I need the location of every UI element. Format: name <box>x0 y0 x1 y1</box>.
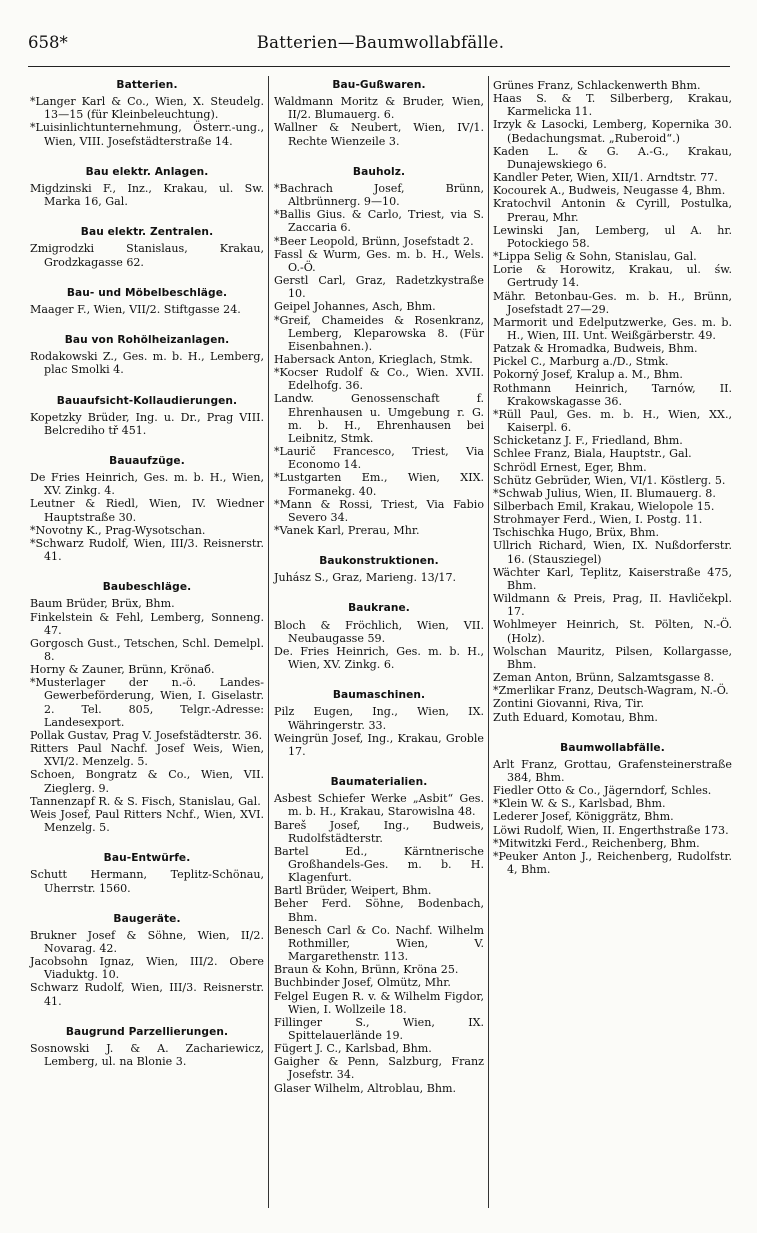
column-divider-2 <box>488 76 489 1208</box>
section-gap <box>493 724 732 734</box>
directory-section <box>30 148 264 208</box>
page-number: 658* <box>28 33 68 52</box>
section-heading: Bau elektr. Zentralen. <box>80 226 214 239</box>
directory-entry: Ullrich Richard, Wien, IX. Nußdorferstr. 16. (Stausziegel) <box>493 539 732 566</box>
directory-section <box>274 758 484 1095</box>
section-heading: Baukrane. <box>348 602 410 615</box>
directory-entry: Horny & Zauner, Brünn, Krönaб. <box>30 663 215 677</box>
directory-entry: *Musterlager der n.-ö. Landes-Gewerbeförderung, Wien, I. Giselastr. 2. Tel. 805, Telgr.-Adresse: Landesexport. <box>30 676 264 729</box>
directory-entry: *Ballis Gius. & Carlo, Triest, via S. Zaccaria 6. <box>274 208 484 235</box>
directory-entry: Rodakowski Z., Ges. m. b. H., Lemberg, plac Smolki 4. <box>30 350 264 377</box>
section-gap <box>274 758 484 768</box>
section-heading: Bau elektr. Anlagen. <box>85 165 209 178</box>
directory-entry: Irzyk & Lasocki, Lemberg, Kopernika 30. (Bedachungsmat. „Ruberoid“.) <box>493 118 732 145</box>
directory-entry: Buchbinder Josef, Olmütz, Mhr. <box>274 976 451 990</box>
directory-entry: Wohlmeyer Heinrich, St. Pölten, N.-Ö. (Holz). <box>493 618 732 645</box>
directory-entry: *Rüll Paul, Ges. m. b. H., Wien, XX., Kaiserpl. 6. <box>493 407 732 435</box>
directory-entry: Schütz Gebrüder, Wien, VI/1. Köstlerg. 5. <box>493 473 726 487</box>
directory-section <box>274 79 484 148</box>
section-heading: Bauholz. <box>352 165 406 178</box>
running-title: Batterien—Baumwollabfälle. <box>256 33 505 52</box>
section-heading: Baugrund Parzellierungen. <box>65 1025 229 1038</box>
section-heading: Bau- und Möbelbeschläge. <box>66 286 228 299</box>
section-gap <box>30 895 264 905</box>
section-heading: Baumaschinen. <box>332 689 426 702</box>
directory-entry: Arlt Franz, Grottau, Grafensteinerstraße 384, Bhm. <box>493 757 732 784</box>
directory-section <box>274 584 484 671</box>
directory-entry: Marmorit und Edelputzwerke, Ges. m. b. H., Wien, III. Unt. Weißgärberstr. 49. <box>493 315 732 342</box>
directory-entry: Kandler Peter, Wien, XII/1. Arndtstr. 77. <box>493 171 718 185</box>
section-heading: Baumaterialien. <box>330 776 428 789</box>
directory-entry: Lewinski Jan, Lemberg, ul A. hr. Potockiego 58. <box>493 223 732 250</box>
directory-entry: De. Fries Heinrich, Ges. m. b. H., Wien, XV. Zinkg. 6. <box>274 644 484 672</box>
directory-entry: *Bachrach Josef, Brünn, Altbrünnerg. 9—10. <box>274 181 484 209</box>
directory-entry: Pickel C., Marburg a./D., Stmk. <box>493 355 669 369</box>
directory-entry: Weis Josef, Paul Ritters Nchf., Wien, XVI. Menzelg. 5. <box>30 807 264 835</box>
directory-entry: Kopetzky Brüder, Ing. u. Dr., Prag VIII. Belcrediho tř 451. <box>30 410 264 437</box>
section-heading: Bauaufzüge. <box>109 454 185 467</box>
section-gap <box>274 671 484 681</box>
section-gap <box>30 316 264 326</box>
directory-entry: *Laurič Francesco, Triest, Via Economo 14. <box>274 445 484 472</box>
directory-entry: Beher Ferd. Söhne, Bodenbach, Bhm. <box>274 897 484 924</box>
directory-entry: Habersack Anton, Krieglach, Stmk. <box>274 352 473 366</box>
directory-entry: Patzak & Hromadka, Budweis, Bhm. <box>493 342 698 356</box>
directory-entry: Pilz Eugen, Ing., Wien, IX. Währingerstr. 33. <box>274 705 484 732</box>
directory-entry: *Luisinlichtunternehmung, Österr.-ung., Wien, VIII. Josefstädterstraße 14. <box>30 121 264 148</box>
directory-entry: Zeman Anton, Brünn, Salzamtsgasse 8. <box>493 671 715 685</box>
directory-entry: Brukner Josef & Söhne, Wien, II/2. Novarag. 42. <box>30 928 264 955</box>
directory-entry: *Lippa Selig & Sohn, Stanislau, Gal. <box>493 250 697 264</box>
directory-entry: Lorie & Horowitz, Krakau, ul. św. Gertrudy 14. <box>493 263 732 290</box>
directory-entry: *Beer Leopold, Brünn, Josefstadt 2. <box>274 234 474 248</box>
directory-entry: *Novotny K., Prag-Wysotschan. <box>30 523 206 537</box>
directory-section <box>30 1008 264 1068</box>
directory-entry: Bloch & Fröchlich, Wien, VII. Neubaugasse 59. <box>274 618 484 645</box>
directory-entry: Fiedler Otto & Co., Jägerndorf, Schles. <box>493 784 712 798</box>
directory-entry: Geipel Johannes, Asch, Bhm. <box>274 300 436 314</box>
directory-entry: Schoen, Bongratz & Co., Wien, VII. Zieglerg. 9. <box>30 768 264 795</box>
directory-entry: Braun & Kohn, Brünn, Kröna 25. <box>274 963 459 977</box>
directory-section <box>30 79 264 148</box>
directory-entry: Juhász S., Graz, Marieng. 13/17. <box>274 571 457 585</box>
column-2 <box>274 79 484 1095</box>
directory-entry: Kocourek A., Budweis, Neugasse 4, Bhm. <box>493 184 726 198</box>
directory-entry: Wächter Karl, Teplitz, Kaiserstraße 475, Bhm. <box>493 565 732 592</box>
section-heading: Bau-Entwürfe. <box>103 852 191 865</box>
directory-entry: Rothmann Heinrich, Tarnów, II. Krakowskagasse 36. <box>493 381 732 408</box>
directory-section <box>30 437 264 563</box>
directory-entry: Gaigher & Penn, Salzburg, Franz Josefstr. 34. <box>274 1055 484 1082</box>
section-gap <box>30 437 264 447</box>
directory-section <box>274 537 484 584</box>
directory-section <box>274 671 484 758</box>
column-3 <box>493 79 732 876</box>
directory-entry: Benesch Carl & Co. Nachf. Wilhelm Rothmiller, Wien, V. Margarethenstr. 113. <box>274 923 484 964</box>
section-gap <box>30 563 264 573</box>
directory-entry: Zontini Giovanni, Riva, Tir. <box>493 697 645 711</box>
directory-entry: Fillinger S., Wien, IX. Spittelauerlände 19. <box>274 1015 484 1042</box>
section-heading: Bau von Rohölheizanlagen. <box>64 334 230 347</box>
section-heading: Baukonstruktionen. <box>319 555 439 568</box>
directory-section <box>493 724 732 877</box>
directory-entry: Fügert J. C., Karlsbad, Bhm. <box>274 1042 432 1056</box>
directory-entry: Strohmayer Ferd., Wien, I. Postg. 11. <box>493 513 703 527</box>
column-divider-1 <box>268 76 269 1208</box>
section-heading: Baugeräte. <box>113 912 181 925</box>
directory-entry: Finkelstein & Fehl, Lemberg, Sonneng. 47. <box>30 610 264 637</box>
directory-entry: Grünes Franz, Schlackenwerth Bhm. <box>493 79 701 92</box>
section-gap <box>30 148 264 158</box>
directory-entry: *Greif, Chameides & Rosenkranz, Lemberg, Kleparowska 8. (Für Eisenbahnen.). <box>274 313 484 353</box>
directory-entry: Baum Brüder, Brüx, Bhm. <box>30 597 175 611</box>
directory-section <box>30 377 264 437</box>
directory-entry: Mähr. Betonbau-Ges. m. b. H., Brünn, Josefstadt 27—29. <box>493 289 732 316</box>
section-gap <box>30 377 264 387</box>
directory-section <box>274 148 484 537</box>
directory-entry: Glaser Wilhelm, Altroblau, Bhm. <box>274 1081 457 1095</box>
section-heading: Bau-Gußwaren. <box>332 79 426 91</box>
directory-section <box>30 895 264 1008</box>
directory-entry: *Schwarz Rudolf, Wien, III/3. Reisnerstr. 41. <box>30 536 264 564</box>
section-gap <box>30 1008 264 1018</box>
directory-entry: Kaden L. & G. A.-G., Krakau, Dunajewskiego 6. <box>493 144 732 171</box>
directory-entry: Zuth Eduard, Komotau, Bhm. <box>493 710 658 724</box>
directory-entry: *Schwab Julius, Wien, II. Blumauerg. 8. <box>493 486 716 500</box>
directory-section <box>30 834 264 894</box>
directory-entry: Wildmann & Preis, Prag, II. Havličekpl. 17. <box>493 592 732 619</box>
directory-entry: *Kocser Rudolf & Co., Wien. XVII. Edelhofg. 36. <box>274 366 484 393</box>
directory-entry: *Lustgarten Em., Wien, XIX. Formanekg. 40. <box>274 471 484 498</box>
directory-entry: De Fries Heinrich, Ges. m. b. H., Wien, XV. Zinkg. 4. <box>30 471 264 498</box>
directory-entry: Lederer Josef, Königgrätz, Bhm. <box>493 810 674 824</box>
section-gap <box>30 208 264 218</box>
directory-entry: Gorgosch Gust., Tetschen, Schl. Demelpl. 8. <box>30 636 264 663</box>
directory-entry: Zmigrodzki Stanislaus, Krakau, Grodzkagasse 62. <box>30 242 264 269</box>
directory-entry: Tannenzapf R. & S. Fisch, Stanislau, Gal. <box>30 794 261 808</box>
directory-entry: Felgel Eugen R. v. & Wilhelm Figdor, Wien, I. Wollzeile 18. <box>274 989 484 1016</box>
directory-entry: Schlee Franz, Biala, Hauptstr., Gal. <box>493 447 692 461</box>
section-heading: Baumwollabfälle. <box>560 741 665 754</box>
section-heading: Batterien. <box>116 79 178 91</box>
section-gap <box>274 148 484 158</box>
directory-entry: Leutner & Riedl, Wien, IV. Wiedner Hauptstraße 30. <box>30 497 264 524</box>
directory-section <box>30 563 264 834</box>
directory-entry: Maager F., Wien, VII/2. Stiftgasse 24. <box>30 302 241 316</box>
directory-entry: Weingrün Josef, Ing., Krakau, Groble 17. <box>274 731 484 758</box>
section-gap <box>30 269 264 279</box>
section-heading: Bauaufsicht-Kollaudierungen. <box>56 394 238 407</box>
directory-entry: Migdzinski F., Inz., Krakau, ul. Sw. Marka 16, Gal. <box>30 181 264 209</box>
directory-entry: *Klein W. & S., Karlsbad, Bhm. <box>493 797 666 811</box>
directory-entry: Waldmann Moritz & Bruder, Wien, II/2. Blumauerg. 6. <box>274 95 484 122</box>
directory-entry: Schrödl Ernest, Eger, Bhm. <box>493 460 647 474</box>
directory-entry: Pollak Gustav, Prag V. Josefstädterstr. 36. <box>30 728 263 742</box>
directory-entry: Fassl & Wurm, Ges. m. b. H., Wels. O.-Ö. <box>274 247 484 274</box>
directory-entry: Silberbach Emil, Krakau, Wielopole 15. <box>493 500 715 513</box>
directory-entry: Wolschan Mauritz, Pilsen, Kollargasse, Bhm. <box>493 644 732 671</box>
header-rule <box>28 66 730 67</box>
directory-entry: *Mann & Rossi, Triest, Via Fabio Severo 34. <box>274 497 484 524</box>
directory-entry: *Zmerlikar Franz, Deutsch-Wagram, N.-Ö. <box>493 684 729 698</box>
directory-entry: Kratochvil Antonin & Cyrill, Postulka, Prerau, Mhr. <box>493 197 732 224</box>
page-header <box>28 33 733 59</box>
directory-entry: *Mitwitzki Ferd., Reichenberg, Bhm. <box>493 836 700 850</box>
directory-section <box>30 316 264 376</box>
section-heading: Baubeschläge. <box>102 581 192 594</box>
directory-entry: Asbest Schiefer Werke „Asbit“ Ges. m. b. H., Krakau, Starowislna 48. <box>274 792 484 819</box>
directory-entry: Ritters Paul Nachf. Josef Weis, Wien, XVI/2. Menzelg. 5. <box>30 742 264 769</box>
directory-entry: Landw. Genossenschaft f. Ehrenhausen u. Umgebung r. G. m. b. H., Ehrenhausen bei Leibnitz, Stmk. <box>274 392 484 445</box>
section-gap <box>274 537 484 547</box>
directory-entry: *Vanek Karl, Prerau, Mhr. <box>274 524 420 537</box>
section-gap <box>274 584 484 594</box>
directory-entry: Löwi Rudolf, Wien, II. Engerthstraße 173. <box>493 823 729 837</box>
directory-entry: *Langer Karl & Co., Wien, X. Steudelg. 13—15 (für Kleinbeleuchtung). <box>30 95 264 122</box>
directory-entry: Gerstl Carl, Graz, Radetzkystraße 10. <box>274 274 484 301</box>
directory-entry: Schicketanz J. F., Friedland, Bhm. <box>493 434 683 448</box>
directory-entry: Sosnowski J. & A. Zachariewicz, Lemberg, ul. na Blonie 3. <box>30 1041 264 1069</box>
directory-section <box>30 269 264 316</box>
directory-entry: *Peuker Anton J., Reichenberg, Rudolfstr. 4, Bhm. <box>493 849 732 877</box>
directory-entry: Bareš Josef, Ing., Budweis, Rudolfstädterstr. <box>274 818 484 845</box>
directory-entry: Schutt Hermann, Teplitz-Schönau, Uherrstr. 1560. <box>30 868 264 895</box>
directory-entry: Haas S. & T. Silberberg, Krakau, Karmelicka 11. <box>493 92 732 119</box>
directory-entry: Schwarz Rudolf, Wien, III/3. Reisnerstr. 41. <box>30 981 264 1008</box>
directory-section <box>30 208 264 268</box>
section-gap <box>30 834 264 844</box>
directory-entry: Tschischka Hugo, Brüx, Bhm. <box>493 526 660 540</box>
column-1 <box>30 79 264 1068</box>
directory-entry: Wallner & Neubert, Wien, IV/1. Rechte Wienzeile 3. <box>274 121 484 148</box>
directory-entry: Bartel Ed., Kärntnerische Großhandels-Ges. m. b. H. Klagenfurt. <box>274 844 484 885</box>
directory-entry: Bartl Brüder, Weipert, Bhm. <box>274 884 432 898</box>
directory-section <box>493 79 732 724</box>
directory-entry: Pokorný Josef, Kralup a. M., Bhm. <box>493 368 683 382</box>
directory-entry: Jacobsohn Ignaz, Wien, III/2. Obere Viaduktg. 10. <box>30 955 264 982</box>
